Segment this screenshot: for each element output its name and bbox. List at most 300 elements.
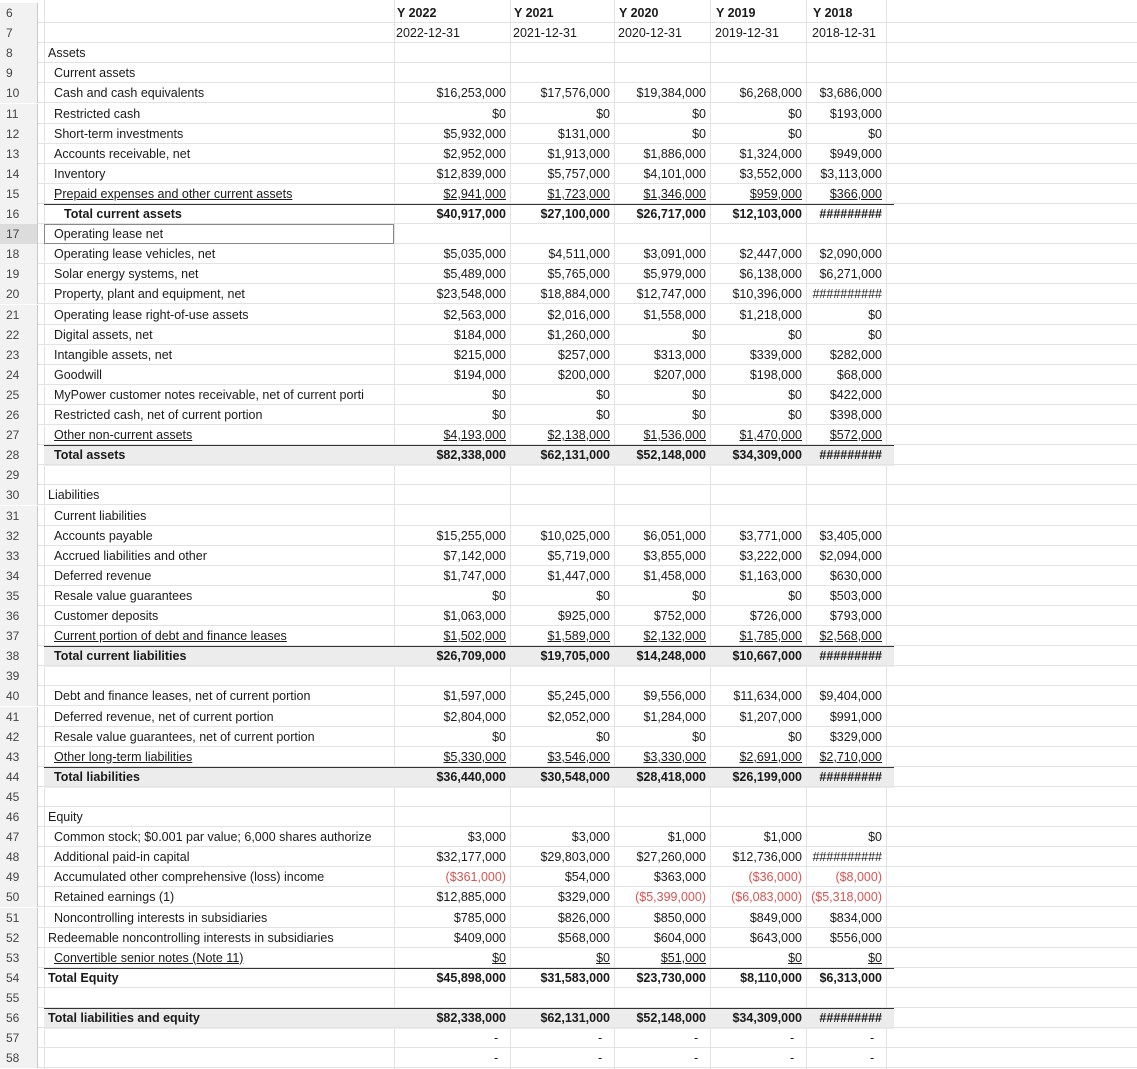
row-number[interactable]: 38 [0,646,38,666]
row-number[interactable]: 33 [0,546,38,566]
value-cell[interactable]: $0 [868,830,882,845]
value-cell[interactable]: $1,558,000 [643,307,706,322]
row-label[interactable]: Operating lease net [54,227,164,242]
value-cell[interactable]: $82,338,000 [436,448,506,463]
value-cell[interactable]: $3,546,000 [547,749,610,764]
value-cell[interactable]: $3,771,000 [739,528,802,543]
value-cell[interactable]: $2,094,000 [819,548,882,563]
row-label[interactable]: Customer deposits [54,609,159,623]
row-label[interactable]: Liabilities [48,488,100,503]
row-number[interactable]: 54 [0,968,38,988]
value-cell[interactable]: $0 [692,408,706,422]
value-cell[interactable]: $62,131,000 [540,1011,610,1025]
value-cell[interactable]: $0 [492,106,506,121]
table-row[interactable] [0,948,1137,968]
table-row[interactable] [0,526,1137,546]
row-number[interactable]: 23 [0,345,38,365]
row-label[interactable]: Convertible senior notes (Note 11) [54,950,244,965]
table-row[interactable] [0,787,1137,807]
value-cell[interactable]: $2,941,000 [443,186,506,201]
row-number[interactable]: 8 [0,43,38,63]
value-cell[interactable]: $1,063,000 [443,609,506,623]
row-number[interactable]: 55 [0,988,38,1008]
value-cell[interactable]: $834,000 [829,910,882,925]
row-number[interactable]: 37 [0,626,38,646]
value-cell[interactable]: $1,536,000 [643,428,706,443]
value-cell[interactable]: $752,000 [653,609,706,623]
row-label[interactable]: Inventory [54,166,106,181]
row-number[interactable]: 20 [0,284,38,304]
row-label[interactable]: Accounts payable [54,528,153,543]
value-cell[interactable]: $604,000 [653,930,706,945]
row-label[interactable]: Accounts receivable, net [54,146,191,161]
value-cell[interactable]: ($5,318,000) [811,890,882,905]
value-cell[interactable]: $949,000 [829,146,882,161]
row-label[interactable]: Prepaid expenses and other current assets [54,186,293,201]
value-cell[interactable]: $1,597,000 [443,689,506,704]
row-number[interactable]: 46 [0,807,38,827]
value-cell[interactable]: $1,218,000 [739,307,802,322]
value-cell[interactable]: $40,917,000 [436,207,506,221]
table-row[interactable] [0,1028,1137,1048]
table-row[interactable] [0,506,1137,526]
table-row[interactable] [0,124,1137,144]
row-label[interactable]: Total liabilities [54,769,140,784]
value-cell[interactable]: $0 [868,327,882,342]
value-cell[interactable]: $27,260,000 [636,850,706,865]
value-cell[interactable]: $26,717,000 [636,207,706,221]
value-cell[interactable]: $29,803,000 [540,850,610,865]
row-label[interactable]: Property, plant and equipment, net [54,287,245,302]
value-cell[interactable]: $45,898,000 [436,970,506,985]
value-cell[interactable]: $409,000 [453,930,506,945]
row-number[interactable]: 56 [0,1008,38,1028]
row-label[interactable]: Accrued liabilities and other [54,548,207,563]
value-cell[interactable]: $2,710,000 [819,749,882,764]
row-label[interactable]: Total current liabilities [54,649,187,664]
value-cell[interactable]: $5,932,000 [443,126,506,141]
value-cell[interactable]: $5,765,000 [547,267,610,282]
table-row[interactable] [0,305,1137,325]
row-number[interactable]: 24 [0,365,38,385]
value-cell[interactable]: ######### [819,769,882,784]
date-header[interactable]: 2018-12-31 [812,26,876,41]
row-label[interactable]: Total liabilities and equity [48,1011,200,1025]
value-cell[interactable]: $10,025,000 [540,528,610,543]
value-cell[interactable]: $10,396,000 [732,287,802,302]
row-label[interactable]: Additional paid-in capital [54,850,190,865]
value-cell[interactable]: $2,447,000 [739,247,802,262]
value-cell[interactable]: $9,556,000 [643,689,706,704]
value-cell[interactable]: $2,090,000 [819,247,882,262]
row-number[interactable]: 19 [0,264,38,284]
year-header[interactable]: Y 2019 [716,6,756,20]
table-row[interactable] [0,244,1137,264]
value-cell[interactable]: $793,000 [829,609,882,623]
value-cell[interactable]: $1,913,000 [547,146,610,161]
value-cell[interactable]: $363,000 [653,870,706,885]
value-cell[interactable]: $0 [692,729,706,744]
value-cell[interactable]: $26,709,000 [436,649,506,664]
value-cell[interactable]: $11,634,000 [733,689,802,704]
row-number[interactable]: 53 [0,948,38,968]
table-row[interactable] [0,385,1137,405]
table-row[interactable] [0,365,1137,385]
value-cell[interactable]: $2,052,000 [547,709,610,724]
value-cell[interactable]: $27,100,000 [540,207,610,221]
value-cell[interactable]: $991,000 [829,709,882,724]
table-row[interactable] [0,707,1137,727]
value-cell[interactable]: $10,667,000 [732,649,802,664]
table-row[interactable] [0,465,1137,485]
row-label[interactable]: Restricted cash, net of current portion [54,408,263,422]
value-cell[interactable]: $0 [596,729,610,744]
row-number[interactable]: 28 [0,445,38,465]
value-cell[interactable]: $2,138,000 [547,428,610,443]
row-label[interactable]: Total assets [54,448,126,463]
row-number[interactable]: 51 [0,908,38,928]
value-cell[interactable]: $200,000 [557,367,610,382]
value-cell[interactable]: $54,000 [564,870,610,885]
table-row[interactable] [0,43,1137,63]
row-label[interactable]: Retained earnings (1) [54,890,175,905]
value-cell[interactable]: $2,952,000 [443,146,506,161]
table-row[interactable] [0,566,1137,586]
value-cell[interactable]: $0 [868,950,882,965]
table-row[interactable] [0,63,1137,83]
value-cell[interactable]: $82,338,000 [436,1011,506,1025]
value-cell[interactable]: $1,000 [667,830,706,845]
value-cell[interactable]: $422,000 [829,387,882,402]
value-cell[interactable]: $31,583,000 [540,970,610,985]
value-cell[interactable]: $14,248,000 [636,649,706,664]
value-cell[interactable]: $0 [788,588,802,603]
row-number[interactable]: 6 [0,3,38,23]
value-cell[interactable]: $3,552,000 [739,166,802,181]
value-cell[interactable]: $2,132,000 [643,629,706,644]
value-cell[interactable]: $6,051,000 [643,528,706,543]
row-number[interactable]: 52 [0,928,38,948]
row-label[interactable]: Debt and finance leases, net of current portion [54,689,311,704]
value-cell[interactable]: $5,979,000 [643,267,706,282]
table-row[interactable] [0,425,1137,445]
value-cell[interactable]: $3,686,000 [819,86,882,101]
table-row[interactable] [0,204,1137,224]
value-cell[interactable]: $34,309,000 [732,448,802,463]
value-cell[interactable]: $785,000 [453,910,506,925]
table-row[interactable] [0,727,1137,747]
value-cell[interactable]: ########## [812,287,882,302]
value-cell[interactable]: $1,000 [763,830,802,845]
value-cell[interactable]: $12,839,000 [436,166,506,181]
row-number[interactable]: 43 [0,747,38,767]
table-row[interactable] [0,3,1137,23]
value-cell[interactable]: $726,000 [749,609,802,623]
value-cell[interactable]: $568,000 [557,930,610,945]
table-row[interactable] [0,184,1137,204]
value-cell[interactable]: $5,757,000 [547,166,610,181]
row-number[interactable]: 45 [0,787,38,807]
row-label[interactable]: Other non-current assets [54,428,193,443]
table-row[interactable] [0,405,1137,425]
value-cell[interactable]: ($6,083,000) [731,890,802,905]
value-cell[interactable]: $207,000 [653,367,706,382]
value-cell[interactable]: $1,723,000 [547,186,610,201]
value-cell[interactable]: $366,000 [829,186,882,201]
table-row[interactable] [0,807,1137,827]
value-cell[interactable]: $5,245,000 [547,689,610,704]
row-number[interactable]: 10 [0,83,38,103]
row-label[interactable]: Redeemable noncontrolling interests in subsidiaries [48,930,334,945]
table-row[interactable] [0,164,1137,184]
table-row[interactable] [0,23,1137,43]
row-label[interactable]: Other long-term liabilities [54,749,193,764]
value-cell[interactable]: $198,000 [749,367,802,382]
row-number[interactable]: 12 [0,124,38,144]
row-number[interactable]: 14 [0,164,38,184]
value-cell[interactable]: $0 [788,126,802,141]
row-number[interactable]: 22 [0,325,38,345]
table-row[interactable] [0,928,1137,948]
value-cell[interactable]: $6,268,000 [739,86,802,101]
value-cell[interactable]: $0 [788,729,802,744]
table-row[interactable] [0,666,1137,686]
value-cell[interactable]: $3,222,000 [739,548,802,563]
value-cell[interactable]: $34,309,000 [732,1011,802,1025]
row-number[interactable]: 50 [0,887,38,907]
value-cell[interactable]: ($8,000) [835,870,882,885]
value-cell[interactable]: $4,511,000 [548,247,610,262]
row-label[interactable]: Current liabilities [54,508,147,523]
table-row[interactable] [0,144,1137,164]
value-cell[interactable]: $3,855,000 [643,548,706,563]
row-label[interactable]: Assets [48,46,86,61]
row-label[interactable]: Cash and cash equivalents [54,86,205,101]
value-cell[interactable]: $15,255,000 [436,528,506,543]
value-cell[interactable]: $3,405,000 [819,528,882,543]
value-cell[interactable]: ########## [812,850,882,865]
selected-cell[interactable] [44,224,394,244]
value-cell[interactable]: $849,000 [749,910,802,925]
value-cell[interactable]: $0 [492,729,506,744]
row-number[interactable]: 27 [0,425,38,445]
value-cell[interactable]: $1,447,000 [547,568,610,583]
value-cell[interactable]: $3,330,000 [643,749,706,764]
row-label[interactable]: Noncontrolling interests in subsidiaries [54,910,268,925]
row-label[interactable]: Total current assets [64,207,182,221]
row-number[interactable]: 40 [0,686,38,706]
value-cell[interactable]: $1,886,000 [643,146,706,161]
value-cell[interactable]: $0 [692,387,706,402]
value-cell[interactable]: $36,440,000 [436,769,506,784]
table-row[interactable] [0,988,1137,1008]
value-cell[interactable]: $16,253,000 [436,86,506,101]
value-cell[interactable]: $12,747,000 [636,287,706,302]
year-header[interactable]: Y 2021 [514,6,554,20]
value-cell[interactable]: $194,000 [453,367,506,382]
value-cell[interactable]: $329,000 [829,729,882,744]
value-cell[interactable]: $1,785,000 [739,629,802,644]
row-number[interactable]: 30 [0,485,38,505]
table-row[interactable] [0,325,1137,345]
value-cell[interactable]: $1,747,000 [443,568,506,583]
value-cell[interactable]: $0 [492,408,506,422]
row-number[interactable]: 18 [0,244,38,264]
table-row[interactable] [0,867,1137,887]
value-cell[interactable]: ($361,000) [445,870,506,885]
row-label[interactable]: Operating lease right-of-use assets [54,307,249,322]
table-row[interactable] [0,264,1137,284]
value-cell[interactable]: $9,404,000 [819,689,882,704]
value-cell[interactable]: $52,148,000 [636,448,706,463]
value-cell[interactable]: $8,110,000 [740,970,802,985]
row-number[interactable]: 26 [0,405,38,425]
year-header[interactable]: Y 2022 [397,6,437,20]
value-cell[interactable]: $0 [492,950,506,965]
value-cell[interactable]: $503,000 [829,588,882,603]
table-row[interactable] [0,847,1137,867]
value-cell[interactable]: $0 [596,408,610,422]
value-cell[interactable]: $6,313,000 [819,970,882,985]
value-cell[interactable]: $1,163,000 [739,568,802,583]
row-label[interactable]: Equity [48,810,83,824]
table-row[interactable] [0,827,1137,847]
value-cell[interactable]: $3,000 [571,830,610,845]
row-number[interactable]: 35 [0,586,38,606]
row-label[interactable]: Total Equity [48,970,119,985]
row-number[interactable]: 44 [0,767,38,787]
value-cell[interactable]: $23,730,000 [636,970,706,985]
value-cell[interactable]: $12,103,000 [732,207,802,221]
value-cell[interactable]: $282,000 [829,347,882,362]
row-number[interactable]: 36 [0,606,38,626]
value-cell[interactable]: $6,138,000 [739,267,802,282]
value-cell[interactable]: $0 [692,126,706,141]
row-number[interactable]: 13 [0,144,38,164]
value-cell[interactable]: $0 [868,126,882,141]
row-label[interactable]: Resale value guarantees [54,588,193,603]
year-header[interactable]: Y 2020 [619,6,659,20]
row-number[interactable]: 25 [0,385,38,405]
value-cell[interactable]: $5,489,000 [443,267,506,282]
value-cell[interactable]: $630,000 [829,568,882,583]
table-row[interactable] [0,485,1137,505]
value-cell[interactable]: $1,502,000 [443,629,506,644]
value-cell[interactable]: $1,207,000 [739,709,802,724]
value-cell[interactable]: $51,000 [660,950,706,965]
value-cell[interactable]: $12,885,000 [436,890,506,905]
row-label[interactable]: Current portion of debt and finance leases [54,629,287,644]
table-row[interactable] [0,445,1137,465]
row-label[interactable]: Deferred revenue, net of current portion [54,709,274,724]
row-number[interactable]: 7 [0,23,38,43]
row-number[interactable]: 17 [0,224,38,244]
value-cell[interactable]: $3,091,000 [643,247,706,262]
value-cell[interactable]: $0 [692,588,706,603]
row-number[interactable]: 15 [0,184,38,204]
value-cell[interactable]: ($36,000) [748,870,802,885]
value-cell[interactable]: $826,000 [557,910,610,925]
value-cell[interactable]: $556,000 [829,930,882,945]
value-cell[interactable]: $1,589,000 [547,629,610,644]
row-label[interactable]: Operating lease vehicles, net [54,247,216,262]
table-row[interactable] [0,345,1137,365]
row-number[interactable]: 58 [0,1048,38,1068]
table-row[interactable] [0,1048,1137,1068]
value-cell[interactable]: $572,000 [829,428,882,443]
value-cell[interactable]: $2,804,000 [443,709,506,724]
value-cell[interactable]: $23,548,000 [436,287,506,302]
value-cell[interactable]: $0 [692,327,706,342]
value-cell[interactable]: $0 [868,307,882,322]
row-number[interactable]: 34 [0,566,38,586]
row-number[interactable]: 9 [0,63,38,83]
value-cell[interactable]: $52,148,000 [636,1011,706,1025]
value-cell[interactable]: $0 [492,588,506,603]
table-row[interactable] [0,646,1137,666]
value-cell[interactable]: ($5,399,000) [635,890,706,905]
table-row[interactable] [0,908,1137,928]
year-header[interactable]: Y 2018 [813,6,853,20]
value-cell[interactable]: $1,458,000 [643,568,706,583]
value-cell[interactable]: $131,000 [557,126,610,141]
value-cell[interactable]: $0 [596,950,610,965]
row-label[interactable]: Digital assets, net [54,327,153,342]
value-cell[interactable]: $215,000 [453,347,506,362]
value-cell[interactable]: $12,736,000 [732,850,802,865]
row-label[interactable]: Deferred revenue [54,568,152,583]
table-row[interactable] [0,1008,1137,1028]
value-cell[interactable]: ######### [819,649,882,664]
value-cell[interactable]: $257,000 [557,347,610,362]
value-cell[interactable]: $2,016,000 [547,307,610,322]
value-cell[interactable]: ######### [819,448,882,463]
row-number[interactable]: 57 [0,1028,38,1048]
row-label[interactable]: MyPower customer notes receivable, net of current porti [54,387,364,402]
date-header[interactable]: 2022-12-31 [396,26,460,41]
value-cell[interactable]: $1,324,000 [739,146,802,161]
value-cell[interactable]: $28,418,000 [636,769,706,784]
value-cell[interactable]: $4,101,000 [643,166,706,181]
date-header[interactable]: 2021-12-31 [513,26,577,41]
value-cell[interactable]: $3,113,000 [820,166,882,181]
value-cell[interactable]: $339,000 [749,347,802,362]
value-cell[interactable]: $5,330,000 [443,749,506,764]
date-header[interactable]: 2020-12-31 [618,26,682,41]
row-label[interactable]: Current assets [54,66,136,81]
row-number[interactable]: 31 [0,506,38,526]
value-cell[interactable]: ######### [819,1011,882,1025]
date-header[interactable]: 2019-12-31 [715,26,779,41]
value-cell[interactable]: $19,705,000 [540,649,610,664]
value-cell[interactable]: $4,193,000 [443,428,506,443]
table-row[interactable] [0,887,1137,907]
value-cell[interactable]: $925,000 [557,609,610,623]
value-cell[interactable]: $30,548,000 [540,769,610,784]
table-row[interactable] [0,104,1137,124]
value-cell[interactable]: $1,470,000 [739,428,802,443]
table-row[interactable] [0,968,1137,988]
table-row[interactable] [0,767,1137,787]
value-cell[interactable]: $959,000 [749,186,802,201]
value-cell[interactable]: $0 [788,408,802,422]
value-cell[interactable]: $643,000 [749,930,802,945]
table-row[interactable] [0,586,1137,606]
value-cell[interactable]: $5,719,000 [547,548,610,563]
table-row[interactable] [0,606,1137,626]
table-row[interactable] [0,686,1137,706]
value-cell[interactable]: $1,346,000 [643,186,706,201]
